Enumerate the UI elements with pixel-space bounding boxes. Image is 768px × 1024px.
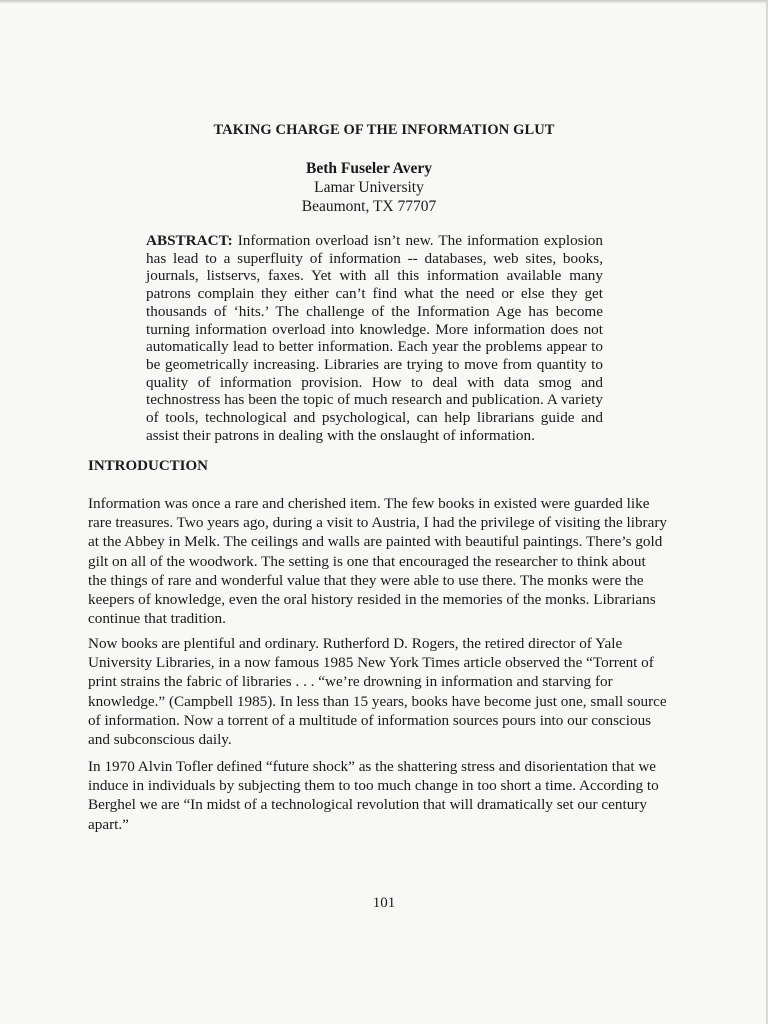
author-location: Beaumont, TX 77707 [301, 198, 437, 215]
author-affiliation: Lamar University [314, 179, 424, 196]
paper-title: TAKING CHARGE OF THE INFORMATION GLUT [213, 122, 555, 138]
abstract-text: Information overload isn’t new. The information explosion has lead to a superfluity of information -- databases, web sites, books, journals, listservs, faxes. Yet with all this information available many patrons complain they either can’t find what the need or else they get thousands of ‘hits.’ The challenge of the Information Age has become turning information overload into knowledge. More information does not automatically lead to better information. Each year the problems appear to be geometrically increasing. Libraries are trying to move from quantity to quality of information provision. How to deal with data smog and technostress has been the topic of much research and publication. A variety of tools, technological and psychological, can help librarians guide and assist their patrons in dealing with the onslaught of information. [146, 232, 603, 444]
section-heading-introduction: INTRODUCTION [88, 458, 209, 474]
author-block [0, 159, 738, 216]
scan-edge-top [0, 0, 768, 4]
paragraph: Now books are plentiful and ordinary. Rutherford D. Rogers, the retired director of Yale University Libraries, in a now famous 1985 New York Times article observed the “Torrent of print strains the fabric of libraries . . . “we’re drowning in information and starving for knowledge.” (Campbell 1985). In less than 15 years, books have become just one, small source of information. Now a torrent of a multitude of information sources pours into our conscious and subconscious daily. [88, 635, 667, 749]
paragraph: In 1970 Alvin Tofler defined “future shock” as the shattering stress and disorientation that we induce in individuals by subjecting them to too much change in too short a time. According to Berghel we are “In midst of a technological revolution that will dramatically set our century apart.” [88, 758, 659, 833]
paragraph: Information was once a rare and cherished item. The few books in existed were guarded like rare treasures. Two years ago, during a visit to Austria, I had the privilege of visiting the library at the Abbey in Melk. The ceilings and walls are painted with beautiful paintings. There’s gold gilt on all of the woodwork. The setting is one that encouraged the researcher to think about the things of rare and wonderful value that they were able to use there. The monks were the keepers of knowledge, even the oral history resided in the memories of the monks. Librarians continue that tradition. [88, 495, 667, 628]
abstract-label: ABSTRACT: [146, 232, 233, 249]
page-number: 101 [372, 895, 396, 911]
abstract [146, 232, 603, 444]
author-name: Beth Fuseler Avery [306, 160, 432, 177]
